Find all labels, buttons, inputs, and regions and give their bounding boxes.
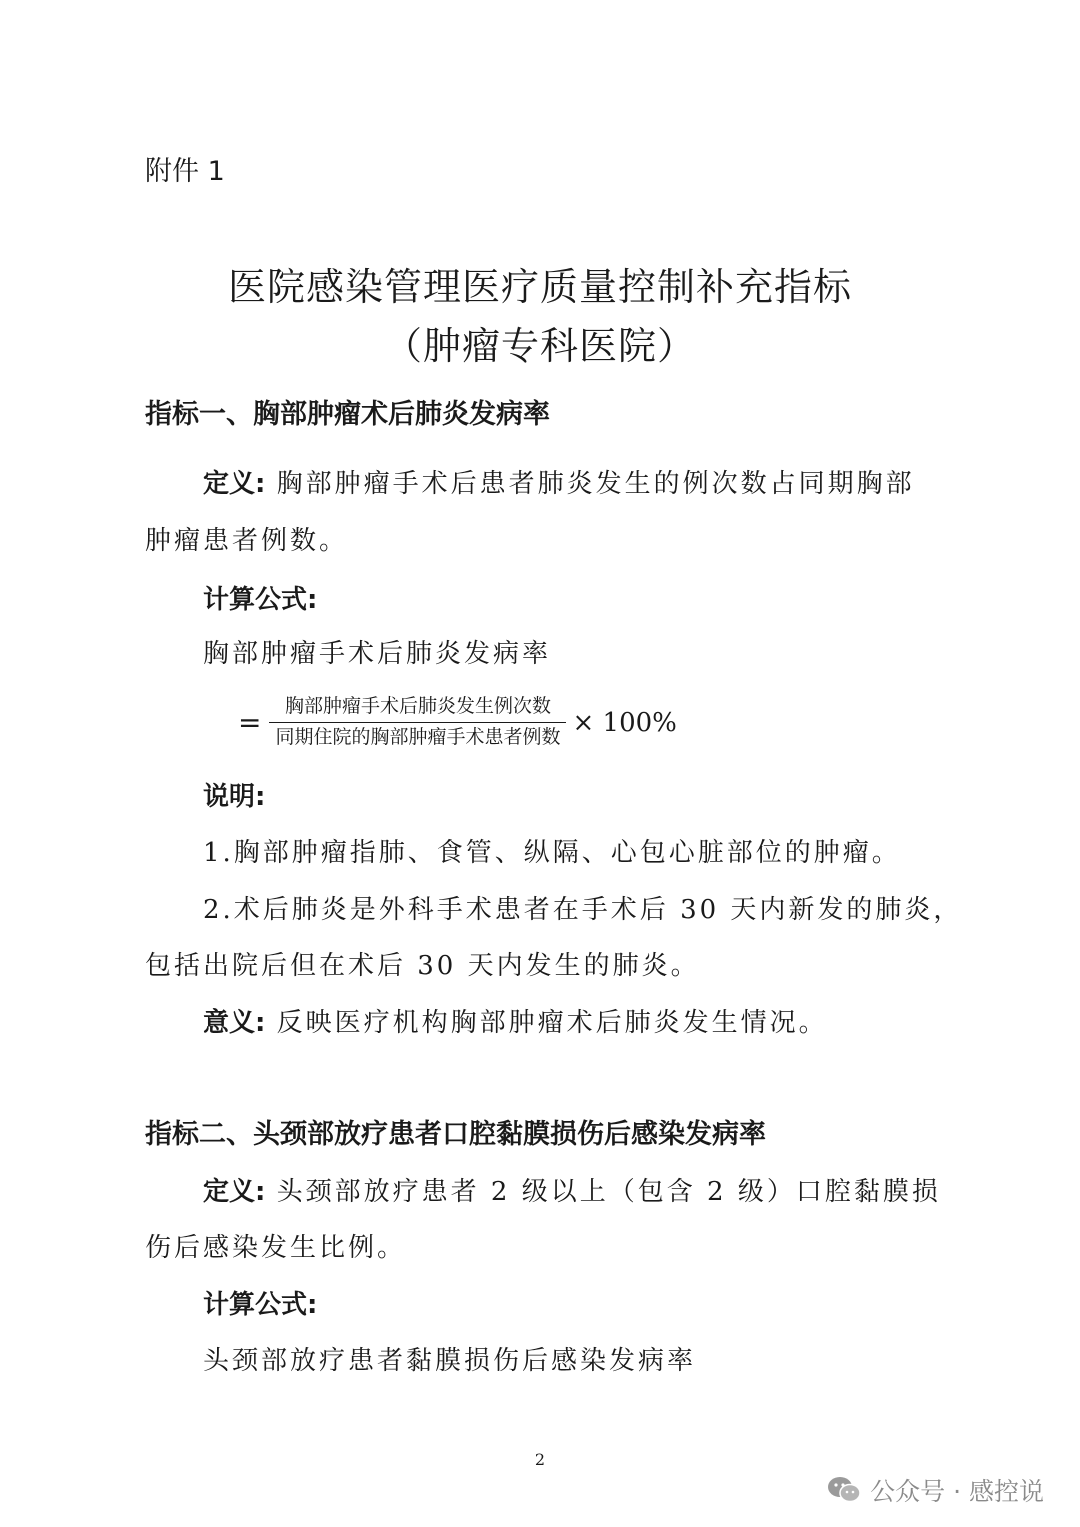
formula-label-text: 计算公式:: [203, 585, 318, 615]
indicator-1-definition: [203, 471, 915, 497]
indicator-1-heading: 指标一、胸部肿瘤术后肺炎发病率: [145, 399, 550, 430]
indicator-2-heading: 指标二、头颈部放疗患者口腔黏膜损伤后感染发病率: [145, 1119, 766, 1150]
watermark-text: 公众号 · 感控说: [870, 1477, 1044, 1506]
indicator-2-definition: [203, 1179, 941, 1205]
formula-numerator: 胸部肿瘤手术后肺炎发生例次数: [284, 695, 551, 717]
definition-text: 头颈部放疗患者 2 级以上（包含 2 级）口腔黏膜损: [276, 1177, 941, 1207]
formula-label: [203, 587, 317, 613]
significance: [203, 1010, 828, 1036]
document-subtitle: （肿瘤专科医院）: [383, 324, 696, 368]
definition-text: 胸部肿瘤手术后患者肺炎发生的例次数占同期胸部: [276, 469, 915, 499]
significance-text: 反映医疗机构胸部肿瘤术后肺炎发生情况。: [276, 1008, 828, 1038]
wechat-icon: [826, 1475, 862, 1505]
note-2: 2.术后肺炎是外科手术患者在手术后 30 天内新发的肺炎，: [203, 895, 963, 925]
formula-fraction: [269, 695, 566, 750]
attachment-label: 附件 1: [145, 156, 225, 187]
fraction-bar: [269, 722, 566, 724]
definition-label: 定义:: [203, 1177, 266, 1207]
significance-label: 意义:: [203, 1008, 266, 1038]
formula-name: 头颈部放疗患者黏膜损伤后感染发病率: [203, 1346, 697, 1376]
definition-text-continued: 肿瘤患者例数。: [145, 526, 349, 556]
page-number: 2: [534, 1450, 546, 1469]
note-label-text: 说明:: [203, 782, 266, 812]
note-label: [203, 784, 265, 810]
note-2-continued: 包括出院后但在术后 30 天内发生的肺炎。: [145, 951, 700, 981]
definition-text-continued: 伤后感染发生比例。: [145, 1233, 407, 1263]
definition-label: 定义:: [203, 469, 266, 499]
formula-denominator: 同期住院的胸部肿瘤手术患者例数: [275, 726, 561, 749]
formula-name: 胸部肿瘤手术后肺炎发病率: [203, 639, 552, 669]
formula-label: [203, 1292, 317, 1318]
note-1: 1.胸部肿瘤指肺、食管、纵隔、心包心脏部位的肿瘤。: [203, 838, 901, 868]
formula: [238, 695, 677, 750]
formula-equals: =: [238, 706, 262, 739]
document-title: 医院感染管理医疗质量控制补充指标: [227, 265, 852, 309]
formula-multiplier: × 100%: [572, 707, 677, 738]
watermark: [826, 1472, 1044, 1508]
formula-label-text: 计算公式:: [203, 1290, 318, 1320]
